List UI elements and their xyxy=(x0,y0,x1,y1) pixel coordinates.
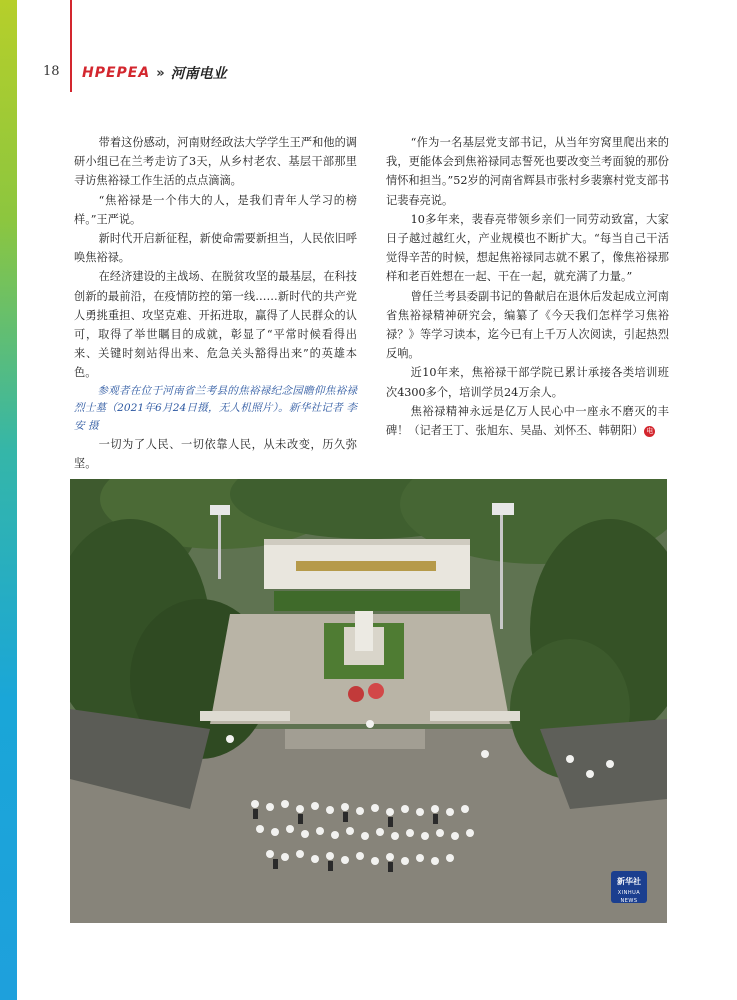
memorial-aerial-photo xyxy=(70,479,667,923)
paragraph: 一切为了人民、一切依靠人民，从未改变，历久弥坚。 xyxy=(74,438,357,471)
article-left-column xyxy=(74,133,357,474)
paragraph: “作为一名基层党支部书记，从当年穷窝里爬出来的我，更能体会到焦裕禄同志誓死也要改变兰考面貌的那份情怀和担当。”52岁的河南省辉县市张村乡裴寨村党支部书记裴春亮说。 xyxy=(386,136,669,207)
header-divider xyxy=(70,0,72,92)
masthead xyxy=(82,63,227,83)
xinhua-watermark xyxy=(611,871,647,903)
photo-illustration xyxy=(70,479,667,923)
end-mark-icon: 电 xyxy=(646,426,654,435)
paragraph: “焦裕禄是一个伟大的人，是我们青年人学习的榜样。”王严说。 xyxy=(74,193,357,226)
closing-paragraph xyxy=(386,402,669,440)
paragraph: 曾任兰考县委副书记的鲁献启在退休后发起成立河南省焦裕禄精神研究会，编纂了《今天我们怎样学习焦裕禄？》等学习读本，迄今已有上千万人次阅读，引起热烈反响。 xyxy=(386,289,669,361)
closing-text: 焦裕禄精神永远是亿万人民心中一座永不磨灭的丰碑！（记者王丁、张旭东、吴晶、刘怀丕、韩朝阳） xyxy=(386,404,669,438)
photo-caption: 参观者在位于河南省兰考县的焦裕禄纪念园瞻仰焦裕禄烈士墓（2021年6月24日摄，无人机照片）。新华社记者 李安 摄 xyxy=(74,384,357,432)
paragraph: 近10年来，焦裕禄干部学院已累计承接各类培训班次4300多个，培训学员24万余人。 xyxy=(386,366,669,399)
paragraph: 10多年来，裴春亮带领乡亲们一同劳动致富，大家日子越过越红火，产业规模也不断扩大。“每当自己干活觉得辛苦的时候，想起焦裕禄同志就不累了，像焦裕禄那样和老百姓想在一起、干在一起，就充满了力量。” xyxy=(386,212,669,284)
paragraph: 在经济建设的主战场、在脱贫攻坚的最基层，在科技创新的最前沿，在疫情防控的第一线……新时代的共产党人勇挑重担、攻坚克难、开拓进取，赢得了人民群众的认可，取得了举世瞩目的成就，彰显了“平常时候看得出来、关键时刻站得出来、危急关头豁得出来”的英雄本色。 xyxy=(74,270,357,380)
paragraph: 新时代开启新征程，新使命需要新担当，人民依旧呼唤焦裕禄。 xyxy=(74,232,357,265)
side-color-bar xyxy=(0,0,17,1000)
article-right-column xyxy=(386,133,669,440)
paragraph: 带着这份感动，河南财经政法大学学生王严和他的调研小组已在兰考走访了3天，从乡村老农、基层干部那里寻访焦裕禄工作生活的点点滴滴。 xyxy=(74,136,357,188)
watermark-sub-text: XINHUA NEWS xyxy=(617,890,641,904)
brand-logo: HPEPEA xyxy=(82,65,151,81)
page-number: 18 xyxy=(43,64,60,79)
magazine-title: 河南电业 xyxy=(170,66,227,82)
brand-separator: » xyxy=(156,65,165,81)
watermark-main-text: 新华社 xyxy=(617,877,641,886)
